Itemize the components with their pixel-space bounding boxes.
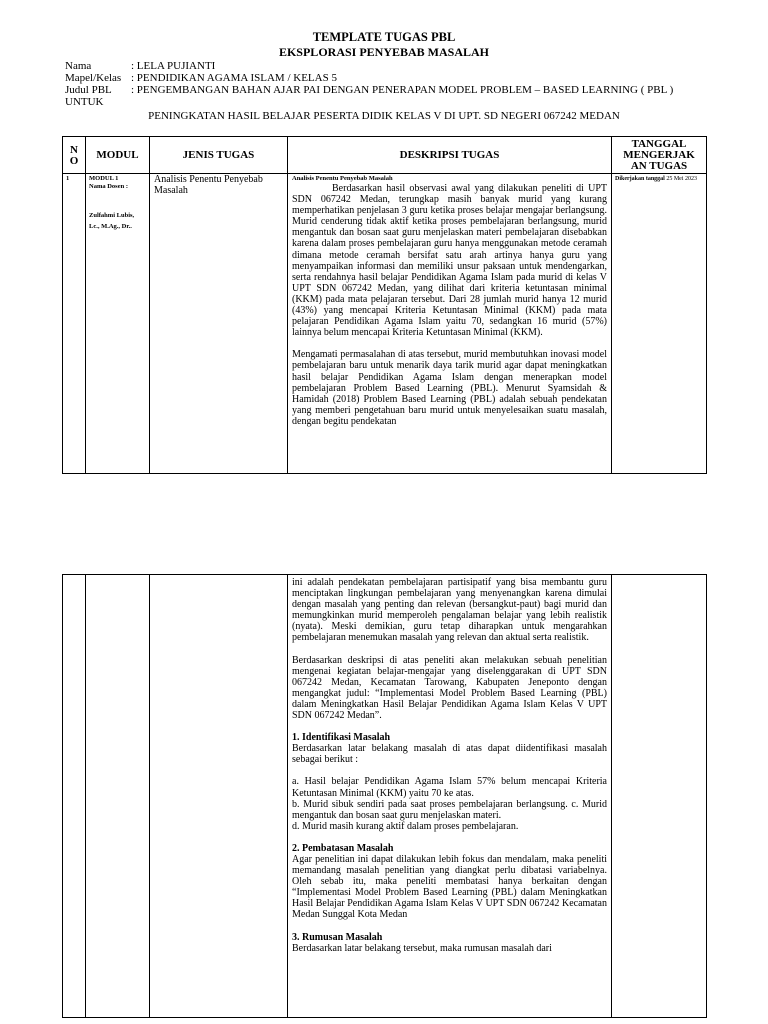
jenis-tugas-text: Analisis Penentu Penyebab Masalah <box>154 174 263 196</box>
heading-pembatasan: 2. Pembatasan Masalah <box>292 842 394 854</box>
identifikasi-item-a: a. Hasil belajar Pendidikan Agama Islam 57% belum mencapai Kriteria Ketuntasan Minimal (KKM) yaitu 70 ke atas. <box>292 776 607 799</box>
header-jenis-tugas: JENIS TUGAS <box>182 149 255 161</box>
cont-paragraph-2: Berdasarkan deskripsi di atas peneliti akan melakukan sebuah penelitian mengenai kegiatan belajar-mengajar yang diselenggarakan di UPT SDN 067242 Medan, Kecamatan Tarowang, Kabupaten Jeneponto dengan mengangkat judul: “Implementasi Model Problem Based Learning (PBL) dalam Meningkatkan Hasil Belajar Pendidikan Agama Islam Kelas V UPT SDN 067242 Medan”. <box>292 654 607 722</box>
info-label: Mapel/Kelas <box>65 72 122 84</box>
heading-identifikasi: 1. Identifikasi Masalah <box>292 732 391 744</box>
info-label: Nama <box>65 60 92 72</box>
document-subtitle: EKSPLORASI PENYEBAB MASALAH <box>278 45 490 59</box>
info-untuk: UNTUK <box>65 96 104 108</box>
rumusan-text: Berdasarkan latar belakang tersebut, maka rumusan masalah dari <box>292 942 552 954</box>
document-subheading: PENINGKATAN HASIL BELAJAR PESERTA DIDIK KELAS V DI UPT. SD NEGERI 067242 MEDAN <box>148 110 620 122</box>
desc-body <box>292 183 607 427</box>
heading-rumusan: 3. Rumusan Masalah <box>292 931 383 943</box>
modul-name: MODUL 1 <box>89 175 119 182</box>
info-value: : PENGEMBANGAN BAHAN AJAR PAI DENGAN PENERAPAN MODEL PROBLEM – BASED LEARNING ( PBL ) <box>131 84 674 96</box>
desc-title: Analisis Penentu Penyebab Masalah <box>292 175 393 182</box>
header-no: N O <box>69 143 79 167</box>
header-modul: MODUL <box>96 149 139 161</box>
info-value: : PENDIDIKAN AGAMA ISLAM / KELAS 5 <box>131 72 337 84</box>
header-deskripsi-tugas: DESKRIPSI TUGAS <box>399 149 500 161</box>
cont-paragraph-1: ini adalah pendekatan pembelajaran partisipatif yang bisa membantu guru menciptakan lingkungan pembelajaran yang menyenangkan karena dimulai dengan masalah yang penting dan relevan (bersangkut-paut) bagi murid dan memungkinkan murid memperoleh pengalaman belajar yang lebih realistik (nyata). Meski demikian, guru tetap diharapkan untuk mengarahkan pembelajaran menemukan masalah yang relevan dan aktual serta realistik. <box>292 577 607 644</box>
dosen-name: Zulfahmi Lubis, Lc., M.Ag., Dr.. <box>89 212 135 230</box>
identifikasi-item-bc: b. Murid sibuk sendiri pada saat proses pembelajaran berlangsung. c. Murid mengantuk dan bosan saat guru menjelaskan materi. <box>292 798 607 821</box>
tanggal-label: Dikerjakan tanggal <box>615 176 665 182</box>
nama-dosen-label: Nama Dosen : <box>89 183 128 190</box>
pembatasan-text: Agar penelitian ini dapat dilakukan lebih fokus dan mendalam, maka peneliti memandang masalah penelitian yang diangkat perlu dibatasi variabelnya. Oleh sebab itu, maka peneliti membatasi hanya berkaitan dengan “Implementasi Model Problem Based Learning (PBL) dalam Meningkatkan Hasil Belajar Pendidikan Agama Islam Kelas V UPT SDN 067242 Kecamatan Medan Sunggal Kota Medan <box>292 853 607 921</box>
info-label: Judul PBL <box>65 84 112 96</box>
desc-paragraph-2: Mengamati permasalahan di atas tersebut, murid membutuhkan inovasi model pembelajaran baru untuk menarik daya tarik murid agar dapat meningkatkan hasil belajar Pendidikan Agama Islam dengan menerapkan model pembelajaran Problem Based Learning (PBL). Menurut Syamsidah & Hamidah (2018) Problem Based Learning (PBL) adalah sebuah pendekatan yang memberi pengetahuan baru murid untuk menyelesaikan suatu masalah, dengan begitu pendekatan <box>292 349 607 427</box>
tanggal-value: 25 Mei 2023 <box>666 176 698 182</box>
desc-paragraph-1: Berdasarkan hasil observasi awal yang dilakukan peneliti di UPT SDN 067242 Medan, terungkap masih banyak murid yang kurang memperhatikan penjelasan 3 guru ketika proses belajar mengajar berlangsung. Murid cenderung tidak aktif ketika proses pembelajaran berlangsung, murid mengantuk dan bosan saat guru menjelaskan materi pembelajaran disebabkan karena dalam proses pembelajaran guru hanya menggunakan metode ceramah dimana metode ceramah bersifat satu arah artinya hanya guru yang menyampaikan informasi dan memiliki unsur paksaan untuk mendengarkan, serta rendahnya hasil belajar Pendidikan Agama Islam pada murid di kelas V UPT SDN 067242 Medan, yang dilihat dari kriteria ketuntasan minimal (KKM) pada mata pelajaran tersebut. Dari 28 jumlah murid hanya 12 murid (43%) yang mencapai Kriteria Ketuntasan Minimal (KKM) pada mata pelajaran Pendidikan Agama Islam yaitu 70, sedangkan 16 murid (57%) lainnya belum mencapai Kriteria Ketuntasan Minimal (KKM). <box>292 183 607 339</box>
tanggal-cell <box>615 175 705 183</box>
row-number: 1 <box>66 175 70 182</box>
identifikasi-item-d: d. Murid masih kurang aktif dalam proses pembelajaran. <box>292 820 519 832</box>
identifikasi-intro: Berdasarkan latar belakang masalah di atas dapat diidentifikasi masalah sebagai berikut : <box>292 743 607 766</box>
task-table-continued <box>62 574 707 1018</box>
desc-continued <box>292 577 607 954</box>
header-tanggal: TANGGAL MENGERJAK AN TUGAS <box>623 138 695 172</box>
task-table <box>62 136 707 474</box>
document-title: TEMPLATE TUGAS PBL <box>312 30 456 44</box>
info-value: : LELA PUJIANTI <box>131 60 216 72</box>
